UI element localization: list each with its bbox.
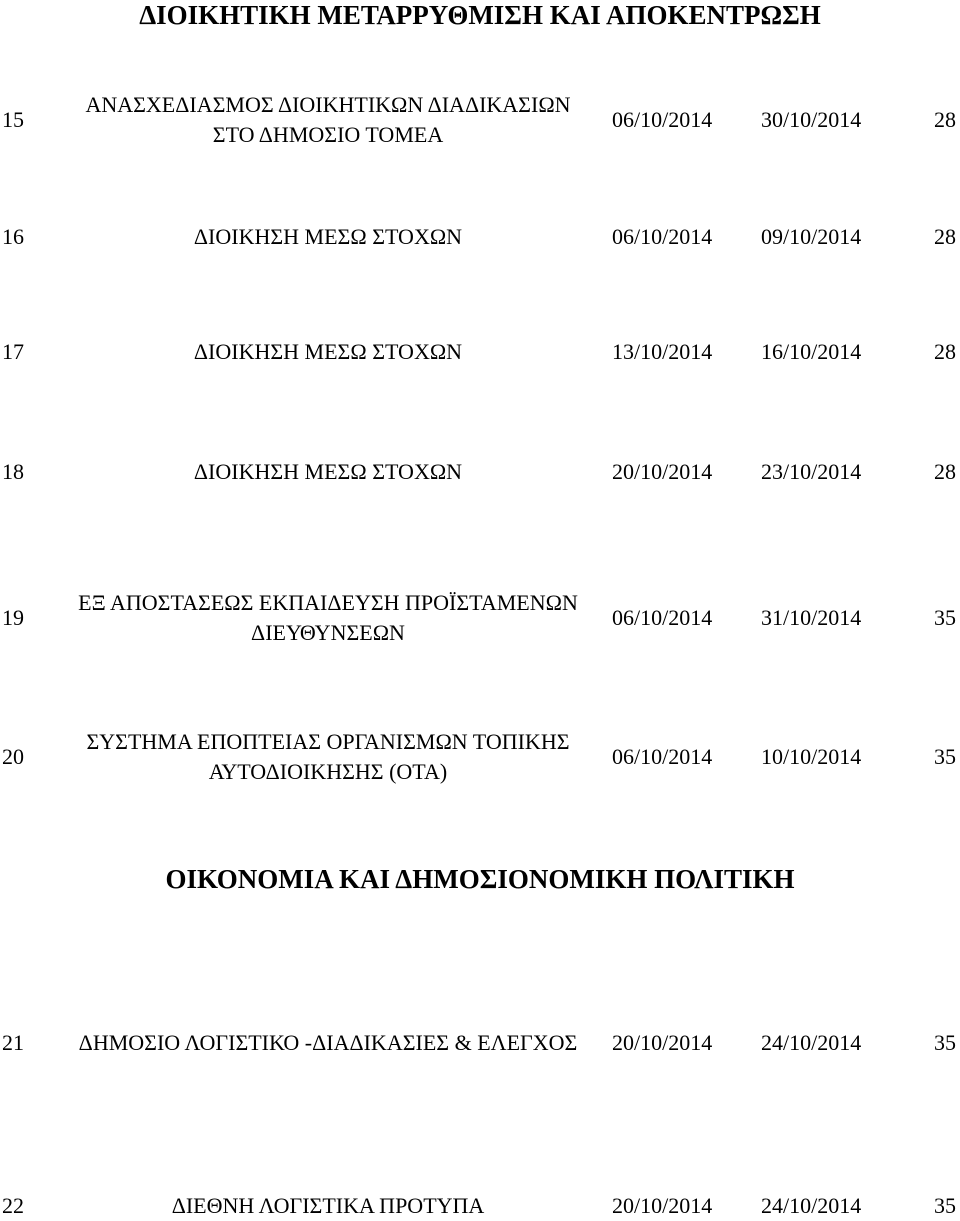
start-date: 20/10/2014 <box>612 1030 713 1055</box>
course-title <box>48 1028 608 1058</box>
hours: 28 <box>934 459 956 484</box>
hours: 35 <box>934 605 956 630</box>
end-date: 16/10/2014 <box>761 339 862 364</box>
course-title <box>48 727 608 787</box>
course-title-line: ΣΥΣΤΗΜΑ ΕΠΟΠΤΕΙΑΣ ΟΡΓΑΝΙΣΜΩΝ ΤΟΠΙΚΗΣ <box>86 729 570 754</box>
start-date: 06/10/2014 <box>612 224 713 249</box>
end-date: 31/10/2014 <box>761 605 862 630</box>
course-title-line: ΔΙΟΙΚΗΣΗ ΜΕΣΩ ΣΤΟΧΩΝ <box>193 459 463 484</box>
course-number: 17 <box>2 339 24 364</box>
end-date: 23/10/2014 <box>761 459 862 484</box>
hours: 35 <box>934 1193 956 1218</box>
hours: 28 <box>934 107 956 132</box>
start-date: 20/10/2014 <box>612 459 713 484</box>
end-date: 09/10/2014 <box>761 224 862 249</box>
course-title <box>48 457 608 487</box>
section-heading: ΟΙΚΟΝΟΜΙΑ ΚΑΙ ΔΗΜΟΣΙΟΝΟΜΙΚΗ ΠΟΛΙΤΙΚΗ <box>165 864 795 894</box>
course-title <box>48 1191 608 1221</box>
course-number: 16 <box>2 224 24 249</box>
course-title-line: ΣΤΟ ΔΗΜΟΣΙΟ ΤΟΜΕΑ <box>212 122 444 147</box>
course-title-line: ΔΙΟΙΚΗΣΗ ΜΕΣΩ ΣΤΟΧΩΝ <box>193 224 463 249</box>
course-title-line: ΕΞ ΑΠΟΣΤΑΣΕΩΣ ΕΚΠΑΙΔΕΥΣΗ ΠΡΟΪΣΤΑΜΕΝΩΝ <box>78 590 578 615</box>
course-number: 20 <box>2 744 24 769</box>
course-title-line: ΑΥΤΟΔΙΟΙΚΗΣΗΣ (ΟΤΑ) <box>208 759 448 784</box>
course-title <box>48 90 608 150</box>
hours: 35 <box>934 744 956 769</box>
course-title <box>48 222 608 252</box>
course-title-line: ΔΙΟΙΚΗΣΗ ΜΕΣΩ ΣΤΟΧΩΝ <box>193 339 463 364</box>
course-number: 21 <box>2 1030 24 1055</box>
end-date: 10/10/2014 <box>761 744 862 769</box>
end-date: 24/10/2014 <box>761 1030 862 1055</box>
hours: 28 <box>934 339 956 364</box>
course-number: 19 <box>2 605 24 630</box>
hours: 28 <box>934 224 956 249</box>
end-date: 24/10/2014 <box>761 1193 862 1218</box>
start-date: 13/10/2014 <box>612 339 713 364</box>
start-date: 06/10/2014 <box>612 744 713 769</box>
start-date: 20/10/2014 <box>612 1193 713 1218</box>
start-date: 06/10/2014 <box>612 605 713 630</box>
course-number: 18 <box>2 459 24 484</box>
course-number: 15 <box>2 107 24 132</box>
course-title-line: ΔΗΜΟΣΙΟ ΛΟΓΙΣΤΙΚΟ -ΔΙΑΔΙΚΑΣΙΕΣ & ΕΛΕΓΧΟΣ <box>78 1030 578 1055</box>
hours: 35 <box>934 1030 956 1055</box>
course-title <box>48 588 608 648</box>
course-title <box>48 337 608 367</box>
course-number: 22 <box>2 1193 24 1218</box>
end-date: 30/10/2014 <box>761 107 862 132</box>
section-heading: ΔΙΟΙΚΗΤΙΚΗ ΜΕΤΑΡΡΥΘΜΙΣΗ ΚΑΙ ΑΠΟΚΕΝΤΡΩΣΗ <box>139 0 821 30</box>
course-title-line: ΑΝΑΣΧΕΔΙΑΣΜΟΣ ΔΙΟΙΚΗΤΙΚΩΝ ΔΙΑΔΙΚΑΣΙΩΝ <box>85 92 571 117</box>
course-title-line: ΔΙΕΘΝΗ ΛΟΓΙΣΤΙΚΑ ΠΡΟΤΥΠΑ <box>171 1193 485 1218</box>
start-date: 06/10/2014 <box>612 107 713 132</box>
course-title-line: ΔΙΕΥΘΥΝΣΕΩΝ <box>251 620 405 645</box>
